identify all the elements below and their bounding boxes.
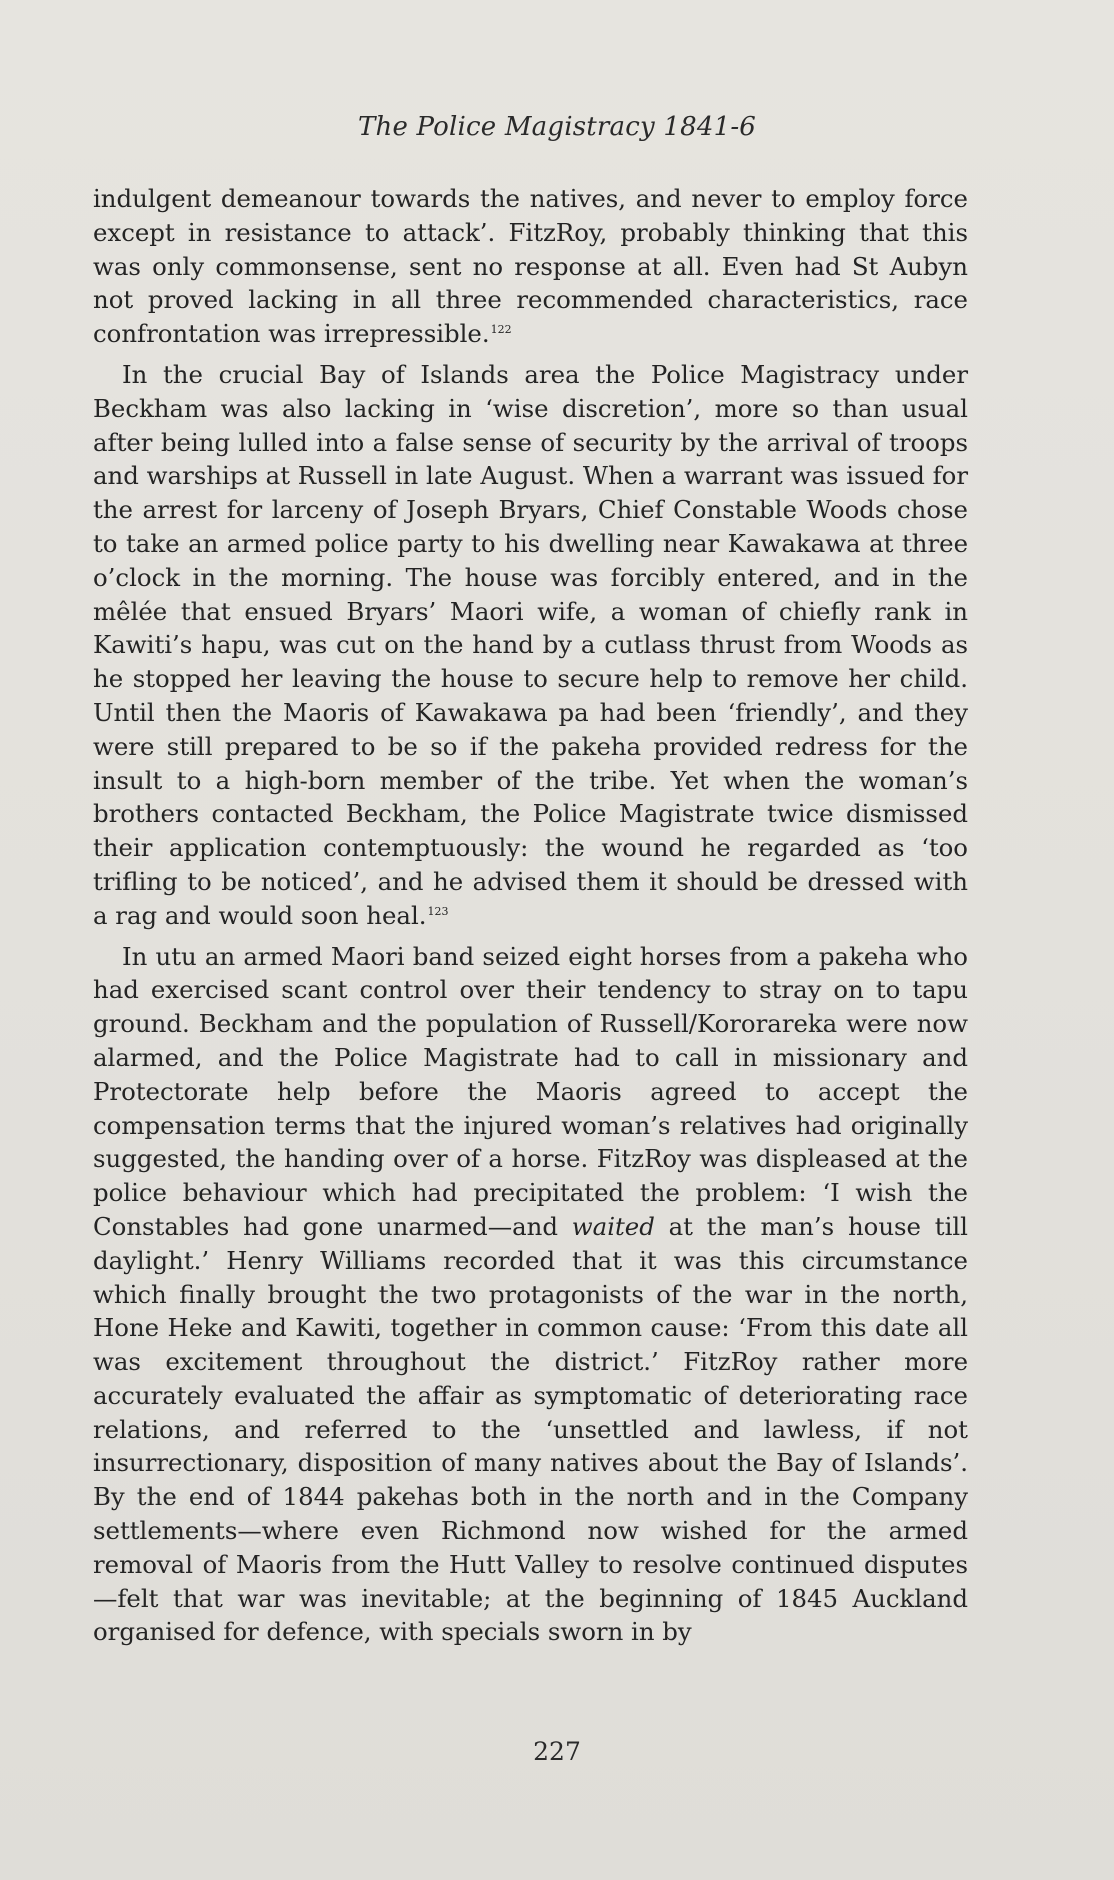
footnote-marker-122: 122	[490, 323, 512, 337]
emphasis-waited: waited	[571, 1211, 655, 1241]
paragraph-3-text-start: In utu an armed Maori band seized eight horses from a pakeha who had exercised scant control over their tendency to stray on to tapu ground. Beckham and the population of Russell/Kororareka were now alarmed, and the Police Magistrate had to call in missionary and Protectorate help before the Maoris agreed to accept the compensation terms that the injured woman’s relatives had originally suggested, the handing over of a horse. FitzRoy was displeased at the police behaviour which had precipitated the problem: ‘I wish the Constables had gone unarmed—and	[93, 941, 968, 1241]
body-text	[93, 182, 968, 1649]
page-number: 227	[533, 1737, 581, 1766]
paragraph-3-text-end: at the man’s house till daylight.’ Henry Williams recorded that it was this circumstance which finally brought the two protagonists of the war in the north, Hone Heke and Kawiti, together in common cause: ‘From this date all was excitement throughout the district.’ FitzRoy rather more accurately evaluated the affair as symptomatic of deteriorating race relations, and referred to the ‘unsettled and lawless, if not insurrectionary, disposition of many natives about the Bay of Islands’. By the end of 1844 pakehas both in the north and in the Company settlements—where even Richmond now wished for the armed removal of Maoris from the Hutt Valley to resolve continued disputes—felt that war was inevitable; at the beginning of 1845 Auckland organised for defence, with specials sworn in by	[93, 1211, 968, 1647]
footnote-marker-123: 123	[427, 904, 449, 918]
running-head: The Police Magistracy 1841-6	[357, 112, 757, 142]
paragraph-2-text: In the crucial Bay of Islands area the Police Magistracy under Beckham was also lacking in ‘wise discretion’, more so than usual after being lulled into a false sense of security by the arrival of troops and warships at Russell in late August. When a warrant was issued for the arrest for larceny of Joseph Bryars, Chief Constable Woods chose to take an armed police party to his dwelling near Kawakawa at three o’clock in the morning. The house was forcibly entered, and in the mêlée that ensued Bryars’ Maori wife, a woman of chiefly rank in Kawiti’s hapu, was cut on the hand by a cutlass thrust from Woods as he stopped her leaving the house to secure help to remove her child. Until then the Maoris of Kawakawa pa had been ‘friendly’, and they were still prepared to be so if the pakeha provided redress for the insult to a high-born member of the tribe. Yet when the woman’s brothers contacted Beckham, the Police Magistrate twice dismissed their application contemptuously: the wound he regarded as ‘too trifling to be noticed’, and he advised them it should be dressed with a rag and would soon heal.	[93, 359, 968, 930]
paragraph-1	[93, 182, 968, 351]
paragraph-1-text: indulgent demeanour towards the natives, and never to employ force except in resistance to attack’. FitzRoy, probably thinking that this was only commonsense, sent no response at all. Even had St Aubyn not proved lacking in all three recommended characteristics, race confrontation was irrepressible.	[93, 184, 968, 349]
paragraph-2	[93, 358, 968, 933]
paragraph-3	[93, 940, 968, 1650]
